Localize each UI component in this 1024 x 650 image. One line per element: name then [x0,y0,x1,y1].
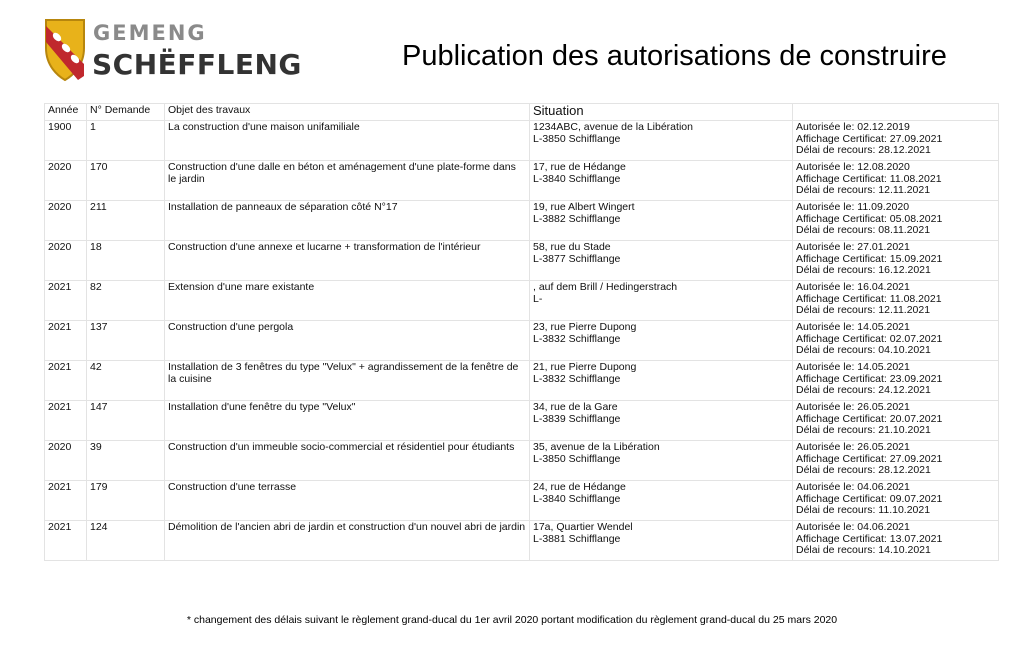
certificate-posting-date: Affichage Certificat: 11.08.2021 [796,172,942,185]
cell-dates [793,241,999,281]
appeal-deadline: Délai de recours: 12.11.2021 [796,184,931,196]
authorised-date: Autorisée le: 26.05.2021 [796,401,910,413]
cell-situation [530,481,793,521]
cell-demande: 39 [87,441,165,481]
table-row [45,121,999,161]
table-body [45,121,999,561]
certificate-posting-date: Affichage Certificat: 27.09.2021 [796,132,943,145]
cell-situation [530,521,793,561]
cell-situation [530,281,793,321]
cell-annee: 2021 [45,521,87,561]
cell-objet: Construction d'une annexe et lucarne + transformation de l'intérieur [165,241,530,281]
logo-text-scheffleng: SCHËFFLENG [92,48,302,81]
column-header-objet: Objet des travaux [165,104,530,121]
cell-demande: 42 [87,361,165,401]
municipality-logo [44,18,302,84]
cell-situation [530,321,793,361]
cell-dates [793,441,999,481]
cell-annee: 2020 [45,201,87,241]
cell-demande: 137 [87,321,165,361]
cell-annee: 2021 [45,401,87,441]
column-header-annee: Année [45,104,87,121]
situation-postal: L- [533,292,543,305]
column-header-dates [793,104,999,121]
appeal-deadline: Délai de recours: 28.12.2021 [796,464,931,476]
authorised-date: Autorisée le: 27.01.2021 [796,241,910,253]
cell-situation [530,401,793,441]
cell-objet: Construction d'une dalle en béton et aménagement d'une plate-forme dans le jardin [165,161,530,201]
cell-dates [793,321,999,361]
situation-postal: L-3877 Schifflange [533,252,621,265]
cell-objet: Installation d'une fenêtre du type "Velux" [165,401,530,441]
cell-dates [793,361,999,401]
cell-situation [530,121,793,161]
appeal-deadline: Délai de recours: 21.10.2021 [796,424,931,436]
situation-address: 1234ABC, avenue de la Libération [533,121,693,133]
situation-postal: L-3832 Schifflange [533,332,621,345]
certificate-posting-date: Affichage Certificat: 11.08.2021 [796,292,942,305]
cell-objet: Construction d'un immeuble socio-commercial et résidentiel pour étudiants [165,441,530,481]
cell-situation [530,161,793,201]
authorised-date: Autorisée le: 04.06.2021 [796,521,910,533]
appeal-deadline: Délai de recours: 08.11.2021 [796,224,931,236]
appeal-deadline: Délai de recours: 24.12.2021 [796,384,931,396]
table-row [45,321,999,361]
authorised-date: Autorisée le: 02.12.2019 [796,121,910,133]
cell-annee: 2021 [45,481,87,521]
cell-objet: Construction d'une pergola [165,321,530,361]
table-row [45,441,999,481]
situation-address: 24, rue de Hédange [533,481,626,493]
table-row [45,161,999,201]
situation-address: 19, rue Albert Wingert [533,201,635,213]
certificate-posting-date: Affichage Certificat: 27.09.2021 [796,452,943,465]
situation-address: 23, rue Pierre Dupong [533,321,637,333]
cell-demande: 211 [87,201,165,241]
table-row [45,281,999,321]
column-header-situation: Situation [530,104,793,121]
authorised-date: Autorisée le: 14.05.2021 [796,361,910,373]
situation-postal: L-3832 Schifflange [533,372,621,385]
cell-annee: 2020 [45,161,87,201]
cell-demande: 179 [87,481,165,521]
cell-objet: Construction d'une terrasse [165,481,530,521]
cell-dates [793,121,999,161]
table-row [45,521,999,561]
certificate-posting-date: Affichage Certificat: 05.08.2021 [796,212,943,225]
certificate-posting-date: Affichage Certificat: 09.07.2021 [796,492,943,505]
cell-demande: 18 [87,241,165,281]
situation-postal: L-3839 Schifflange [533,412,621,425]
authorised-date: Autorisée le: 12.08.2020 [796,161,910,173]
certificate-posting-date: Affichage Certificat: 02.07.2021 [796,332,943,345]
situation-postal: L-3840 Schifflange [533,172,621,185]
appeal-deadline: Délai de recours: 11.10.2021 [796,504,931,516]
authorised-date: Autorisée le: 04.06.2021 [796,481,910,493]
footnote: * changement des délais suivant le règlement grand-ducal du 1er avril 2020 portant modification du règlement grand-ducal du 25 mars 2020 [186,614,838,626]
cell-annee: 2021 [45,361,87,401]
cell-annee: 2020 [45,241,87,281]
situation-postal: L-3840 Schifflange [533,492,621,505]
certificate-posting-date: Affichage Certificat: 20.07.2021 [796,412,943,425]
cell-dates [793,481,999,521]
situation-address: 35, avenue de la Libération [533,441,660,453]
cell-annee: 2021 [45,321,87,361]
cell-objet: Installation de panneaux de séparation côté N°17 [165,201,530,241]
cell-objet: Extension d'une mare existante [165,281,530,321]
cell-demande: 147 [87,401,165,441]
situation-address: 21, rue Pierre Dupong [533,361,637,373]
situation-postal: L-3881 Schifflange [533,532,621,545]
page-title: Publication des autorisations de construire [402,40,947,72]
cell-objet: La construction d'une maison unifamiliale [165,121,530,161]
authorised-date: Autorisée le: 11.09.2020 [796,201,910,213]
situation-address: 17a, Quartier Wendel [533,521,633,533]
cell-demande: 1 [87,121,165,161]
table-row [45,481,999,521]
cell-demande: 124 [87,521,165,561]
cell-situation [530,241,793,281]
cell-annee: 2020 [45,441,87,481]
certificate-posting-date: Affichage Certificat: 13.07.2021 [796,532,943,545]
cell-dates [793,161,999,201]
cell-annee: 1900 [45,121,87,161]
logo-text-gemeng: GEMENG [93,21,207,45]
cell-demande: 170 [87,161,165,201]
cell-situation [530,441,793,481]
cell-demande: 82 [87,281,165,321]
table-row [45,361,999,401]
appeal-deadline: Délai de recours: 28.12.2021 [796,144,931,156]
appeal-deadline: Délai de recours: 16.12.2021 [796,264,931,276]
cell-dates [793,401,999,441]
cell-objet: Installation de 3 fenêtres du type "Velux" + agrandissement de la fenêtre de la cuisine [165,361,530,401]
cell-situation [530,361,793,401]
appeal-deadline: Délai de recours: 12.11.2021 [796,304,931,316]
column-header-demande: N° Demande [87,104,165,121]
authorised-date: Autorisée le: 26.05.2021 [796,441,910,453]
table-row [45,241,999,281]
situation-address: 34, rue de la Gare [533,401,618,413]
table-row [45,401,999,441]
situation-address: , auf dem Brill / Hedingerstrach [533,281,678,293]
cell-situation [530,201,793,241]
situation-postal: L-3850 Schifflange [533,452,621,465]
cell-dates [793,521,999,561]
cell-objet: Démolition de l'ancien abri de jardin et construction d'un nouvel abri de jardin [165,521,530,561]
situation-address: 58, rue du Stade [533,241,611,253]
authorised-date: Autorisée le: 16.04.2021 [796,281,910,293]
certificate-posting-date: Affichage Certificat: 15.09.2021 [796,252,943,265]
table-row [45,201,999,241]
situation-postal: L-3850 Schifflange [533,132,621,145]
authorised-date: Autorisée le: 14.05.2021 [796,321,910,333]
situation-postal: L-3882 Schifflange [533,212,621,225]
certificate-posting-date: Affichage Certificat: 23.09.2021 [796,372,943,385]
table-header-row [45,104,999,121]
situation-address: 17, rue de Hédange [533,161,626,173]
appeal-deadline: Délai de recours: 04.10.2021 [796,344,931,356]
cell-annee: 2021 [45,281,87,321]
coat-of-arms-icon [44,18,86,82]
cell-dates [793,281,999,321]
cell-dates [793,201,999,241]
permits-table [44,103,999,561]
appeal-deadline: Délai de recours: 14.10.2021 [796,544,931,556]
